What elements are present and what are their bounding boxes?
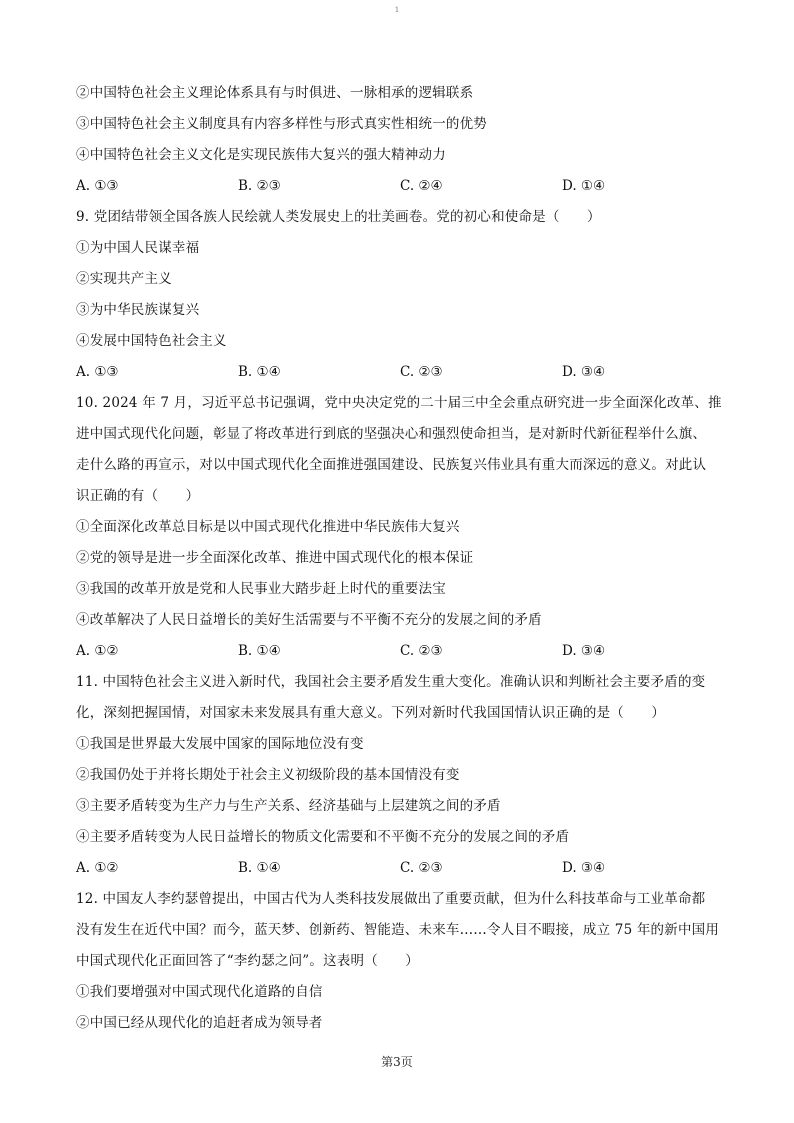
q10-item-4: ④改革解决了人民日益增长的美好生活需要与不平衡不充分的发展之间的矛盾 [76, 612, 542, 628]
q11-item-2: ②我国仍处于并将长期处于社会主义初级阶段的基本国情没有变 [76, 767, 460, 783]
q11-option-b: B. ①④ [238, 860, 281, 876]
q12-stem-line-1: 12. 中国友人李约瑟曾提出，中国古代为人类科技发展做出了重要贡献，但为什么科技革命与工业革命都 [76, 891, 706, 907]
q11-option-d: D. ③④ [562, 860, 606, 876]
q8-option-b: B. ②③ [238, 178, 281, 194]
q9-item-2: ②实现共产主义 [76, 271, 172, 287]
question-8 [76, 78, 720, 202]
question-12 [76, 884, 720, 1039]
q11-item-4: ④主要矛盾转变为人民日益增长的物质文化需要和不平衡不充分的发展之间的矛盾 [76, 829, 570, 845]
q12-stem-line-2: 没有发生在近代中国？而今，蓝天梦、创新药、智能造、未来车……令人目不暇接，成立 75 年的新中国用 [76, 922, 720, 938]
q12-item-2: ②中国已经从现代化的追赶者成为领导者 [76, 1015, 323, 1031]
q9-stem: 9. 党团结带领全国各族人民绘就人类发展史上的壮美画卷。党的初心和使命是（ ） [76, 209, 601, 225]
q11-option-c: C. ②③ [400, 860, 443, 876]
q9-options [76, 357, 720, 388]
q9-option-d: D. ③④ [562, 364, 606, 380]
q10-option-b: B. ①④ [238, 643, 281, 659]
question-11 [76, 667, 720, 884]
q10-stem-line-3: 走什么路的再宣示，对以中国式现代化全面推进强国建设、民族复兴伟业具有重大而深远的意义。对此认 [76, 457, 707, 473]
q12-item-1: ①我们要增强对中国式现代化道路的自信 [76, 984, 323, 1000]
q9-option-a: A. ①③ [76, 364, 119, 380]
q11-option-a: A. ①② [76, 860, 119, 876]
q10-stem-line-4: 识正确的有（ ） [76, 488, 200, 504]
q10-item-2: ②党的领导是进一步全面深化改革、推进中国式现代化的根本保证 [76, 550, 474, 566]
page-number: 第3页 [381, 1055, 413, 1069]
q10-stem-line-2: 进中国式现代化问题，彰显了将改革进行到底的坚强决心和强烈使命担当，是对新时代新征程举什么旗、 [76, 426, 707, 442]
q11-options [76, 853, 720, 884]
q12-stem-line-3: 中国式现代化正面回答了“李约瑟之问”。这表明（ ） [76, 953, 420, 969]
q9-item-3: ③为中华民族谋复兴 [76, 302, 200, 318]
q8-options [76, 171, 720, 202]
q11-item-3: ③主要矛盾转变为生产力与生产关系、经济基础与上层建筑之间的矛盾 [76, 798, 501, 814]
q10-option-c: C. ②③ [400, 643, 443, 659]
q10-option-d: D. ③④ [562, 643, 606, 659]
q8-item-4: ④中国特色社会主义文化是实现民族伟大复兴的强大精神动力 [76, 147, 446, 163]
question-9 [76, 202, 720, 388]
q9-option-b: B. ①④ [238, 364, 281, 380]
q11-stem-line-1: 11. 中国特色社会主义进入新时代，我国社会主要矛盾发生重大变化。准确认识和判断社会主要矛盾的变 [76, 674, 706, 690]
q10-stem-line-1: 10. 2024 年 7 月，习近平总书记强调，党中央决定党的二十届三中全会重点研究进一步全面深化改革、推 [76, 395, 722, 411]
q9-item-1: ①为中国人民谋幸福 [76, 240, 200, 256]
q8-option-d: D. ①④ [562, 178, 606, 194]
q9-option-c: C. ②③ [400, 364, 443, 380]
question-10 [76, 388, 720, 667]
q8-item-3: ③中国特色社会主义制度具有内容多样性与形式真实性相统一的优势 [76, 116, 487, 132]
q8-option-a: A. ①③ [76, 178, 119, 194]
q10-item-3: ③我国的改革开放是党和人民事业大踏步赶上时代的重要法宝 [76, 581, 446, 597]
q10-options [76, 636, 720, 667]
q8-item-2: ②中国特色社会主义理论体系具有与时俱进、一脉相承的逻辑联系 [76, 85, 474, 101]
q11-item-1: ①我国是世界最大发展中国家的国际地位没有变 [76, 736, 364, 752]
q9-item-4: ④发展中国特色社会主义 [76, 333, 227, 349]
q10-option-a: A. ①② [76, 643, 119, 659]
page-mark: 1 [394, 6, 400, 14]
q8-option-c: C. ②④ [400, 178, 443, 194]
q11-stem-line-2: 化，深刻把握国情，对国家未来发展具有重大意义。下列对新时代我国国情认识正确的是（ ） [76, 705, 666, 721]
q10-item-1: ①全面深化改革总目标是以中国式现代化推进中华民族伟大复兴 [76, 519, 460, 535]
document-body [76, 78, 720, 1039]
